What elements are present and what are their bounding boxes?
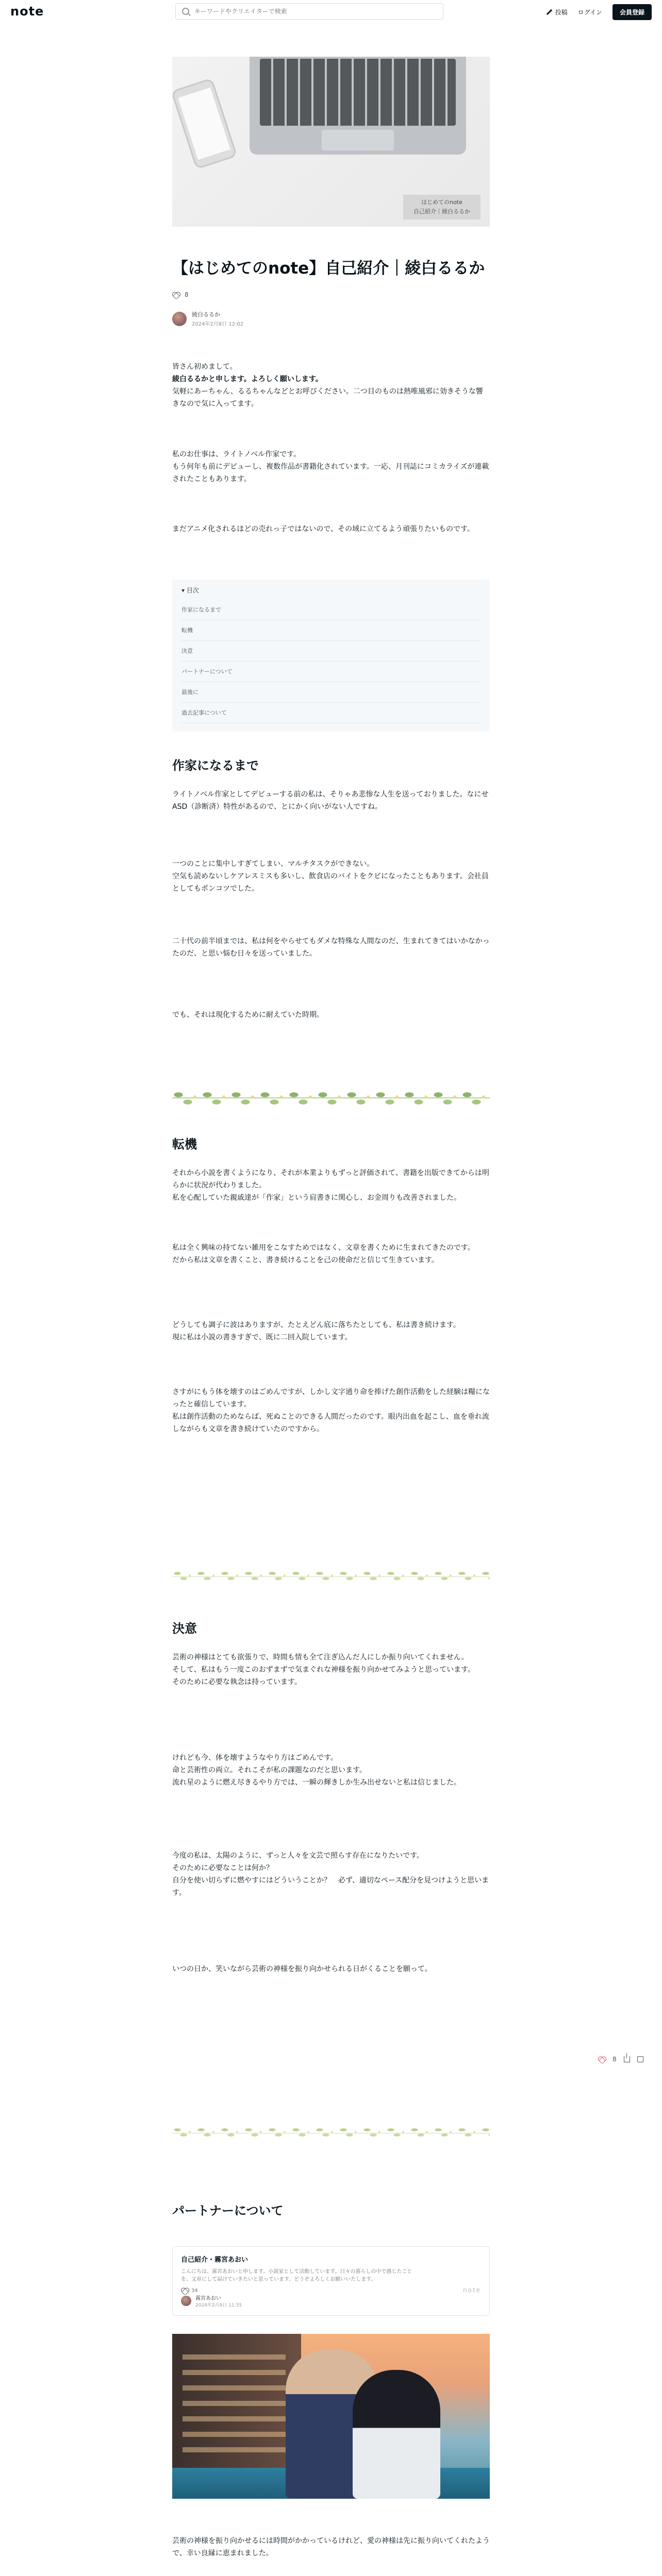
card-title: 自己紹介・霧宮あおい xyxy=(181,2256,249,2264)
login-link[interactable]: ログイン xyxy=(577,9,602,16)
signup-button[interactable]: 会員登録 xyxy=(613,4,652,20)
section-paragraph: いつの日か、笑いながら芸術の神様を振り向かせられる日がくることを願って。 xyxy=(172,1965,432,1973)
article-title: 【はじめてのnote】自己紹介｜綾白るるか xyxy=(172,259,485,278)
section-paragraph: 芸術の神様はとても欲張りで、時間も情も全て注ぎ込んだ人にしか振り向いてくれません。 そして、私はもう一度このおずまずで気まぐれな神様を振り向かせてみようと思っています。 そのために必要な執念は持っています。 xyxy=(172,1653,475,1686)
intro-paragraph-3: まだアニメ化されるほどの売れっ子ではないので、その域に立てるよう頑張りたいものです。 xyxy=(172,525,474,533)
smartphone-illustration xyxy=(172,78,238,170)
like-bar xyxy=(172,291,490,298)
embedded-article-card[interactable] xyxy=(172,2246,490,2316)
section-paragraph: さすがにもう体を壊すのはごめんですが、しかし文字通り命を捧げた創作活動をした経験は糧になったと確信しています。 私は創作活動のためならば、死ぬことのできる人間だったのです。眼内出血を起こし、血を垂れ流しながらも文章を書き続けていたのですから。 xyxy=(172,1388,490,1433)
side-action-bar xyxy=(598,2056,643,2063)
toc-item[interactable]: 過去記事について xyxy=(181,703,481,723)
toc-item[interactable]: 決意 xyxy=(181,641,481,662)
pen-icon xyxy=(546,9,552,15)
section-heading: 転機 xyxy=(172,1137,197,1151)
section-paragraph: それから小説を書くようになり、それが本業よりもずっと評価されて、書籍を出版できてからは明らかに状況が代わりました。 私を心配していた親戚達が「作家」という肩書きに関心し、お金周りも改善されました。 xyxy=(172,1169,489,1202)
author-name[interactable]: 綾白るるか xyxy=(192,311,220,318)
author-info[interactable] xyxy=(172,310,490,327)
couple-illustration xyxy=(172,2334,490,2499)
search-box[interactable] xyxy=(175,3,443,20)
toc-item[interactable]: 転機 xyxy=(181,620,481,641)
search-icon xyxy=(182,8,189,15)
card-likes: 34 xyxy=(181,2287,481,2294)
section-paragraph: でも、それは現化するために耐えていた時期。 xyxy=(172,1011,324,1019)
intro-paragraph-1: 皆さん初めまして。 綾白るるかと申します。よろしく願いします。 気軽にあーちゃん、るるちゃんなどとお呼びください。二つ目のものは熱唯風邪に効きそうな響きなので気に入ってます。 xyxy=(172,363,483,408)
section-paragraph: 今度の私は、太陽のように、ずっと人々を文芸で照らす存在になりたいです。 そのために必要なことは何か？ 自分を使い切らずに燃やすにはどういうことか？ 必ず、適切なペース配分を見つけようと思います。 xyxy=(172,1852,489,1897)
card-description: こんにちは、霧宮あおいと申します。小説家として活動しています。日々の暮らしの中で感じたことを、文章にして届けていきたいと思っています。どうぞよろしくお願いいたします。 xyxy=(181,2269,412,2282)
card-author-avatar xyxy=(181,2296,191,2306)
toc-heading[interactable]: ▾ 目次 xyxy=(181,587,199,594)
toc-item[interactable]: パートナーについて xyxy=(181,662,481,682)
hero-image xyxy=(172,57,490,227)
card-note-mark: note xyxy=(462,2286,481,2294)
post-date: 2024年2月8日 12:02 xyxy=(192,321,244,327)
post-label: 投稿 xyxy=(555,9,568,16)
section-paragraph: けれども今、体を壊すようなやり方はごめんです。 命と芸術性の両立。それこそが私の課題なのだと思います。 流れ星のように燃え尽きるやり方では、一瞬の輝きしか生み出せないと私は信じました。 xyxy=(172,1754,461,1787)
note-logo[interactable]: note xyxy=(10,4,44,19)
card-author: 霧宮あおい 2024年2月8日 11:55 xyxy=(181,2294,242,2308)
section-heading: パートナーについて xyxy=(172,2204,284,2218)
toc-item[interactable]: 最後に xyxy=(181,682,481,703)
laptop-illustration xyxy=(250,57,466,155)
intro-paragraph-2: 私のお仕事は、ライトノベル作家です。 もう何年も前にデビューし、複数作品が書籍化されています。一応、月刊誌にコミカライズが連載されたこともあります。 xyxy=(172,450,489,483)
leaf-divider xyxy=(172,1084,490,1111)
section-paragraph: ライトノベル作家としてデビューする前の私は、そりゃあ悲惨な人生を送っておりました。なにせASD（診断済）特性があるので、とにかく向いがない人ですね。 xyxy=(172,790,489,811)
post-button[interactable] xyxy=(546,8,568,16)
section-paragraph: どうしても調子に波はありますが、たとえどん底に落ちたとしても、私は書き続けます。 現に私は小説の書きすぎで、既に二回入院しています。 xyxy=(172,1321,460,1342)
site-header xyxy=(0,0,662,23)
side-like-count: 8 xyxy=(613,2056,617,2063)
section-paragraph: 芸術の神様を振り向かせるには時間がかかっているけれど、愛の神様は先に振り向いてくれたようで、幸い良縁に恵まれました。 xyxy=(172,2537,490,2557)
toc-item[interactable]: 作家になるまで xyxy=(181,600,481,620)
section-paragraph: 二十代の前半頃までは、私は何をやらせてもダメな特殊な人間なのだ、生まれてきてはいかなかったのだ、と思い悩む日々を送っていました。 xyxy=(172,937,490,958)
section-paragraph: 一つのことに集中しすぎてしまい、マルチタスクができない。 空気も読めないしケアレスミスも多いし、飲食店のバイトをクビになったこともあります。会社員としてもポンコツでした。 xyxy=(172,860,489,893)
leaf-divider xyxy=(172,1566,490,1587)
section-paragraph: 私は全く興味の持てない雑用をこなすためではなく、文章を書くために生まれてきたのです。 だから私は文章を書くこと、書き続けることを己の使命だと信じて生きています。 xyxy=(172,1244,475,1264)
like-heart-icon[interactable] xyxy=(598,2056,605,2063)
hero-caption: はじめてのnote 自己紹介｜綾白るるか xyxy=(403,195,481,219)
leaf-divider xyxy=(172,2123,490,2143)
header-actions xyxy=(546,4,652,20)
share-icon[interactable] xyxy=(624,2056,630,2062)
heart-icon[interactable] xyxy=(172,292,179,298)
support-icon[interactable] xyxy=(637,2056,643,2062)
table-of-contents xyxy=(172,580,490,732)
section-heading: 作家になるまで xyxy=(172,758,259,773)
like-count: 8 xyxy=(185,291,189,298)
search-input[interactable] xyxy=(194,8,437,15)
author-avatar[interactable] xyxy=(172,312,187,326)
section-heading: 決意 xyxy=(172,1621,197,1636)
